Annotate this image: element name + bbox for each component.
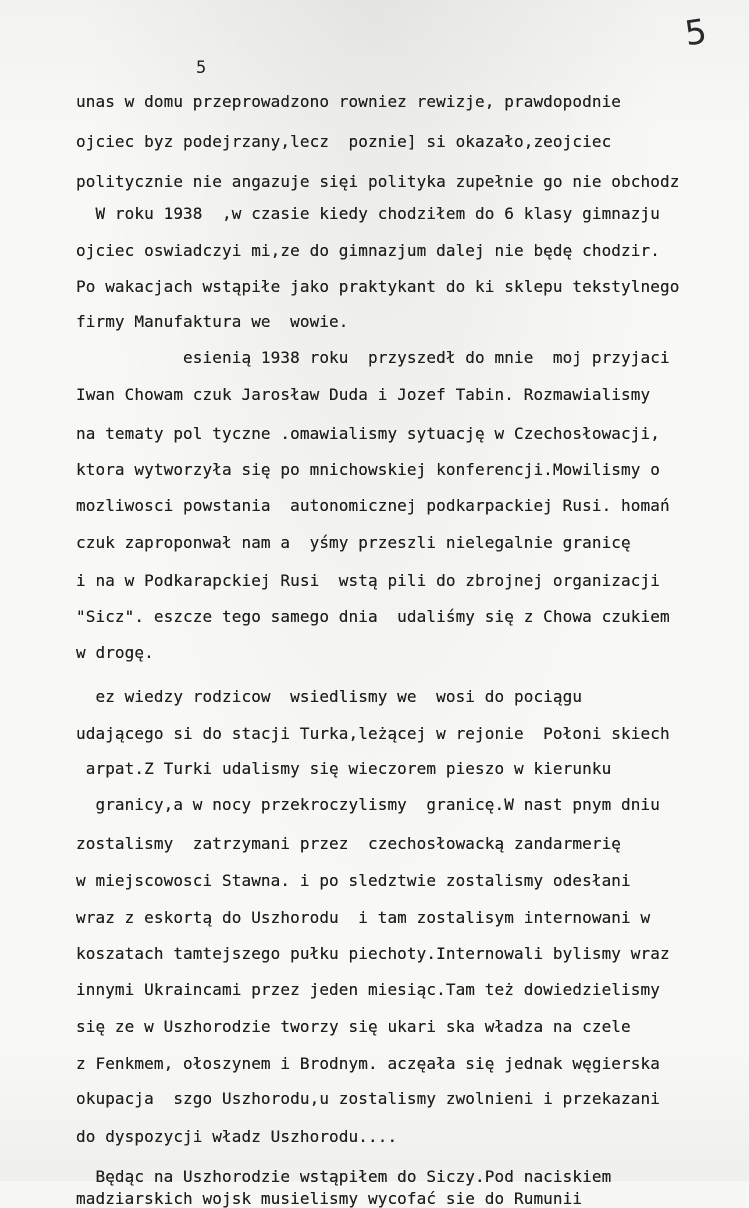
text-line-2: ojciec byz podejrzany,lecz poznie] si okazało,zeojciec [76, 132, 612, 151]
text-line-20: granicy,a w nocy przekroczylismy granicę.W nast pnym dniu [76, 795, 660, 814]
text-line-12: mozliwosci powstania autonomicznej podkarpackiej Rusi. homań [76, 496, 670, 515]
text-line-23: wraz z eskortą do Uszhorodu i tam zostalisym internowani w [76, 908, 651, 927]
text-line-9: Iwan Chowam czuk Jarosław Duda i Jozef Tabin. Rozmawialismy [76, 385, 651, 404]
text-line-18: udającego si do stacji Turka,leżącej w rejonie Połoni skiech [76, 724, 670, 743]
text-line-16: w drogę. [76, 643, 154, 662]
text-line-3: politycznie nie angazuje sięi polityka zupełnie go nie obchodz [76, 172, 680, 191]
text-line-19: arpat.Z Turki udalismy się wieczorem pieszo w kierunku [76, 759, 612, 778]
text-line-4: W roku 1938 ,w czasie kiedy chodziłem do 6 klasy gimnazju [76, 204, 660, 223]
text-line-8: esienią 1938 roku przyszedł do mnie moj przyjaci [76, 348, 670, 367]
text-line-24: koszatach tamtejszego pułku piechoty.Internowali bylismy wraz [76, 944, 670, 963]
text-line-31: madziarskich wojsk musielismy wycofać sie do Rumunii [76, 1189, 583, 1208]
text-line-10: na tematy pol tyczne .omawialismy sytuację w Czechosłowacji, [76, 424, 660, 443]
text-line-27: z Fenkmem, ołoszynem i Brodnym. aczęała się jednak węgierska [76, 1054, 660, 1073]
text-line-14: i na w Podkarapckiej Rusi wstą pili do zbrojnej organizacji [76, 571, 660, 590]
text-line-22: w miejscowosci Stawna. i po sledztwie zostalismy odesłani [76, 871, 631, 890]
text-line-13: czuk zaproponwał nam a yśmy przeszli nielegalnie granicę [76, 533, 631, 552]
text-line-1: unas w domu przeprowadzono rowniez rewizje, prawdopodnie [76, 92, 622, 111]
text-line-25: innymi Ukraincami przez jeden miesiąc.Tam też dowiedzielismy [76, 980, 660, 999]
typed-page-number: 5 [196, 58, 207, 78]
text-line-7: firmy Manufaktura we wowie. [76, 312, 349, 331]
text-line-6: Po wakacjach wstąpiłe jako praktykant do ki sklepu tekstylnego [76, 277, 680, 296]
text-line-29: do dyspozycji władz Uszhorodu.... [76, 1127, 398, 1146]
text-line-17: ez wiedzy rodzicow wsiedlismy we wosi do pociągu [76, 687, 583, 706]
handwritten-page-number: 5 [682, 11, 710, 55]
text-line-5: ojciec oswiadczyi mi,ze do gimnazjum dalej nie będę chodzir. [76, 241, 660, 260]
text-line-28: okupacja szgo Uszhorodu,u zostalismy zwolnieni i przekazani [76, 1089, 660, 1108]
text-line-26: się ze w Uszhorodzie tworzy się ukari ska władza na czele [76, 1017, 631, 1036]
text-line-11: ktora wytworzyła się po mnichowskiej konferencji.Mowilismy o [76, 460, 660, 479]
text-line-30: Będąc na Uszhorodzie wstąpiłem do Siczy.Pod naciskiem [76, 1167, 612, 1186]
text-line-15: "Sicz". eszcze tego samego dnia udaliśmy się z Chowa czukiem [76, 607, 670, 626]
text-line-21: zostalismy zatrzymani przez czechosłowacką zandarmerię [76, 834, 622, 853]
